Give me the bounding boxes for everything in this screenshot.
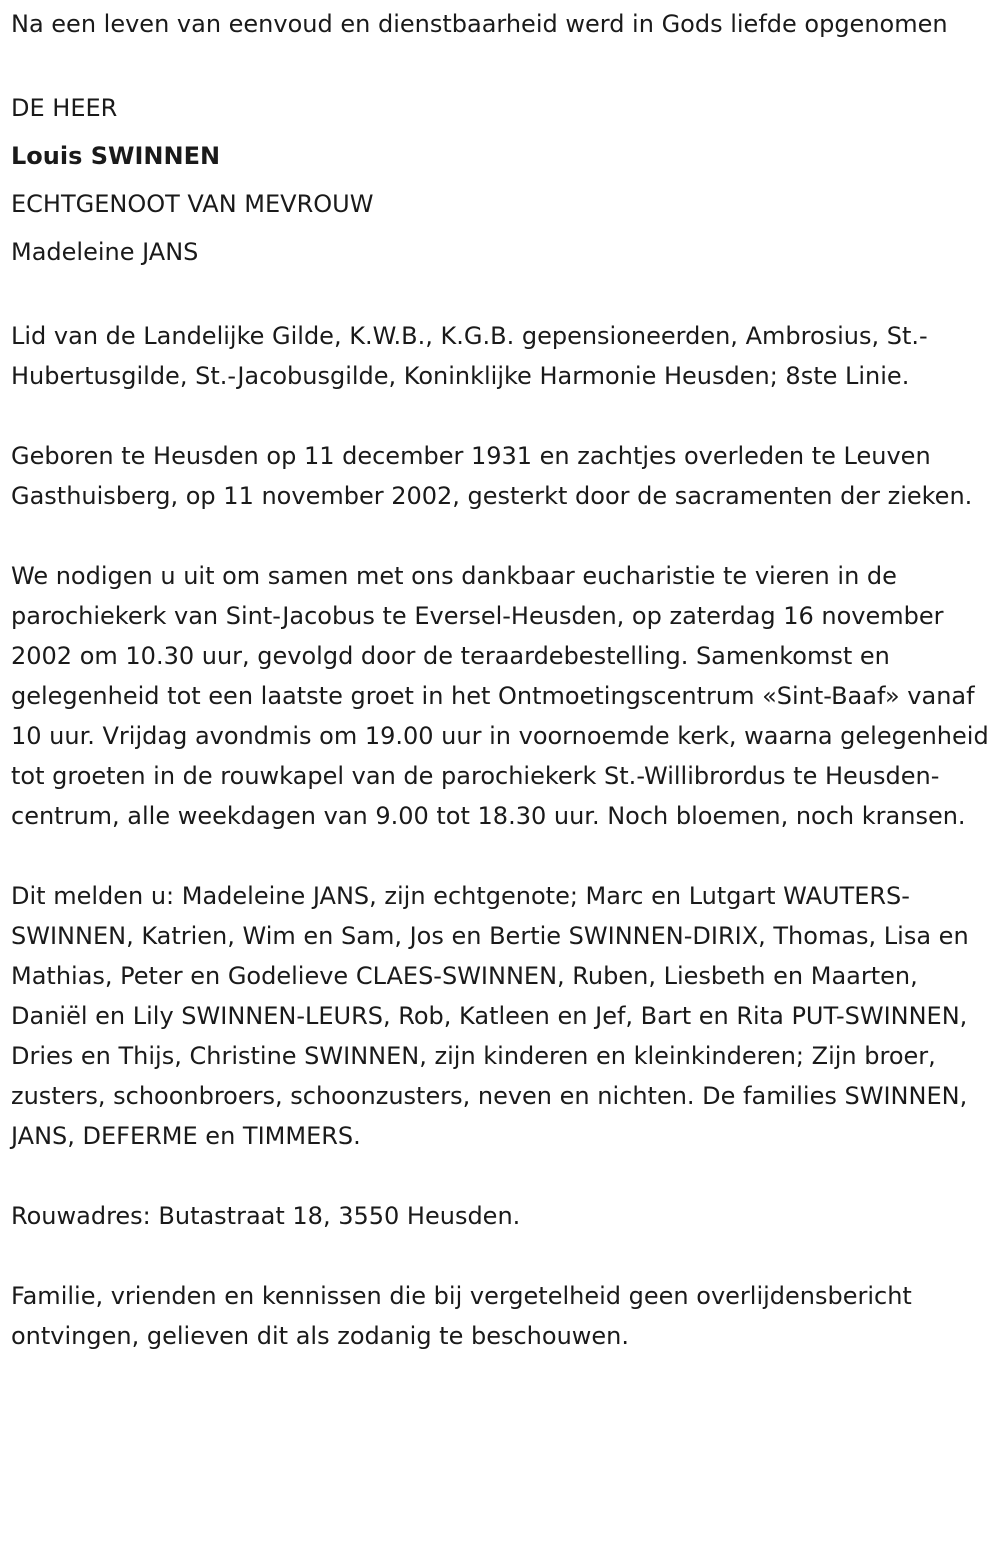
- address-paragraph: Rouwadres: Butastraat 18, 3550 Heusden.: [11, 1202, 521, 1230]
- spouse-name: Madeleine JANS: [11, 238, 199, 266]
- memberships-paragraph: Lid van de Landelijke Gilde, K.W.B., K.G.B. gepensioneerden, Ambrosius, St.-Hubertusgilde, St.-Jacobusgilde, Koninklijke Harmonie Heusden; 8ste Linie.: [11, 322, 928, 390]
- spacer: [11, 396, 990, 436]
- deceased-name: Louis SWINNEN: [11, 142, 221, 170]
- spouse-label: ECHTGENOOT VAN MEVROUW: [11, 190, 374, 218]
- closing-paragraph: Familie, vrienden en kennissen die bij vergetelheid geen overlijdensbericht ontvingen, gelieven dit als zodanig te beschouwen.: [11, 1282, 912, 1350]
- intro-text: Na een leven van eenvoud en dienstbaarheid werd in Gods liefde opgenomen: [11, 10, 948, 38]
- ceremony-paragraph: We nodigen u uit om samen met ons dankbaar eucharistie te vieren in de parochiekerk van Sint-Jacobus te Eversel-Heusden, op zaterdag 16 november 2002 om 10.30 uur, gevolgd door de teraardebestelling. Samenkomst en gelegenheid tot een laatste groet in het Ontmoetingscentrum «Sint-Baaf» vanaf 10 uur. Vrijdag avondmis om 19.00 uur in voornoemde kerk, waarna gelegenheid tot groeten in de rouwkapel van de parochiekerk St.-Willibrordus te Heusden-centrum, alle weekdagen van 9.00 tot 18.30 uur. Noch bloemen, noch kransen.: [11, 562, 989, 830]
- spacer: [11, 836, 990, 876]
- spacer: [11, 44, 990, 84]
- spacer: [11, 1236, 990, 1276]
- spacer: [11, 276, 990, 316]
- family-paragraph: Dit melden u: Madeleine JANS, zijn echtgenote; Marc en Lutgart WAUTERS-SWINNEN, Katrien, Wim en Sam, Jos en Bertie SWINNEN-DIRIX, Thomas, Lisa en Mathias, Peter en Godelieve CLAES-SWINNEN, Ruben, Liesbeth en Maarten, Daniël en Lily SWINNEN-LEURS, Rob, Katleen en Jef, Bart en Rita PUT-SWINNEN, Dries en Thijs, Christine SWINNEN, zijn kinderen en kleinkinderen; Zijn broer, zusters, schoonbroers, schoonzusters, neven en nichten. De families SWINNEN, JANS, DEFERME en TIMMERS.: [11, 882, 969, 1150]
- spacer: [11, 1156, 990, 1196]
- birth-death-paragraph: Geboren te Heusden op 11 december 1931 en zachtjes overleden te Leuven Gasthuisberg, op 11 november 2002, gesterkt door de sacramenten der zieken.: [11, 442, 973, 510]
- spacer: [11, 516, 990, 556]
- title-prefix: DE HEER: [11, 94, 118, 122]
